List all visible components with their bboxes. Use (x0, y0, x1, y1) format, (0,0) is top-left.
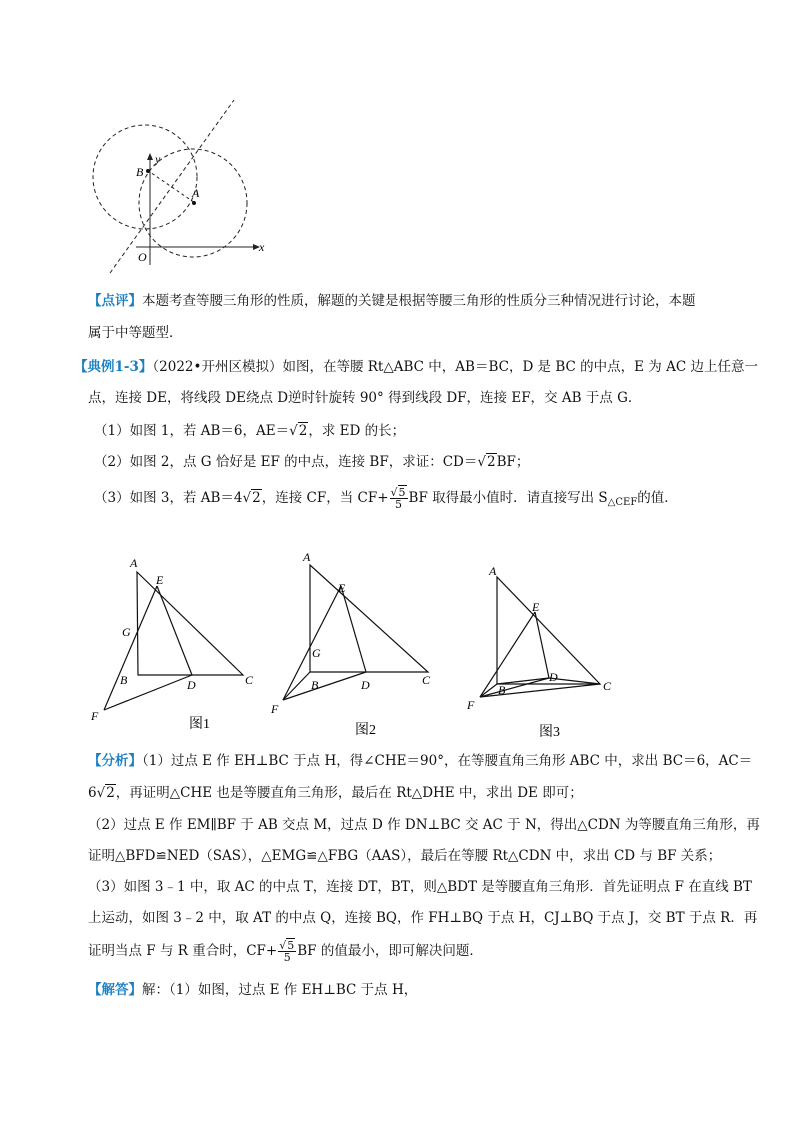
fig1-label-g: G (122, 625, 131, 639)
fig1-label-d: D (187, 678, 196, 692)
fig3-label-e: E (532, 600, 540, 614)
triangle-abc (137, 572, 243, 675)
fig3-label-d: D (549, 670, 558, 684)
analysis-line-6: 上运动，如图 3﹣2 中，取 AT 的中点 Q，连接 BQ，作 FH⊥BQ 于点 H，CJ⊥BQ 于点 J，交 BT 于点 R．再 (88, 910, 758, 926)
fraction-sqrt5-over-5: $\frac{√5}{5}$ (279, 939, 295, 964)
coordinate-figure (88, 95, 273, 280)
comment-text-1: 本题考查等腰三角形的性质，解题的关键是根据等腰三角形的性质分三种情况进行讨论，本题 (142, 293, 696, 309)
label-y: y (155, 152, 161, 166)
fig2-label-f: F (271, 702, 279, 716)
example-text-1: 如图，在等腰 Rt△ABC 中，AB＝BC，D 是 BC 的中点，E 为 AC 边上任意一 (282, 359, 758, 375)
question-3: （3）如图 3，若 AB＝4√2，连接 CF，当 CF+ $\frac{√5}{5}$ BF 取得最小值时．请直接写出 $S_{\triangle CEF}$的值． (94, 486, 678, 511)
analysis-tag: 【分析】 (88, 753, 142, 769)
comment-line-1 (88, 291, 696, 311)
label-b: B (136, 165, 144, 179)
analysis-line-2: 6√2，再证明△CHE 也是等腰直角三角形，最后在 Rt△DHE 中，求出 DE 即可； (88, 785, 583, 801)
segment-ed (157, 586, 192, 675)
fig3-caption: 图3 (539, 725, 560, 740)
example-line-2 (88, 388, 641, 408)
fig2-label-d: D (361, 678, 370, 692)
example-tag: 【典例1-3】 (74, 359, 153, 375)
analysis-line-3: （2）过点 E 作 EM∥BF 于 AB 交点 M，过点 D 作 DN⊥BC 交 AC 于 N，得出△CDN 为等腰直角三角形，再 (88, 817, 760, 833)
fig3-label-a: A (489, 564, 497, 578)
segment-ed (535, 612, 549, 678)
answer-line: 【解答】解：（1）如图，过点 E 作 EH⊥BC 于点 H， (88, 982, 418, 998)
fig1-label-b: B (120, 673, 128, 687)
fig2-caption: 图2 (355, 723, 376, 738)
fig1-caption: 图1 (189, 717, 210, 732)
fig1-label-f: F (91, 709, 99, 723)
segment-ed (341, 586, 366, 672)
comment-tag: 【点评】 (88, 293, 142, 309)
fig2-label-g: G (312, 646, 321, 660)
triangle-abc (497, 577, 600, 684)
fig2-label-b: B (311, 678, 319, 692)
point-b-dot (146, 169, 150, 173)
fig2-label-e: E (338, 581, 346, 595)
comment-line-2 (88, 323, 183, 343)
dashed-segment-ba (147, 170, 195, 203)
fig3-label-c: C (603, 679, 612, 693)
point-a-dot (192, 201, 196, 205)
y-axis-arrow (147, 153, 153, 160)
fig2-label-a: A (303, 550, 311, 564)
analysis-line-4: 证明△BFD≌NED（SAS），△EMG≌△FBG（AAS），最后在等腰 Rt△CDN 中，求出 CD 与 BF 关系； (88, 848, 722, 864)
figure-1 (85, 550, 265, 735)
figure-3 (460, 555, 625, 745)
triangle-abc (310, 565, 428, 672)
analysis-line-1: 【分析】（1）过点 E 作 EH⊥BC 于点 H，得∠CHE＝90°，在等腰直角三角形 ABC 中，求出 BC＝6，AC＝ (88, 753, 753, 769)
analysis-line-5: （3）如图 3﹣1 中，取 AC 的中点 T，连接 DT，BT，则△BDT 是等腰直角三角形．首先证明点 F 在直线 BT (88, 879, 752, 895)
label-o: O (138, 250, 147, 264)
label-a: A (192, 186, 200, 200)
label-x: x (259, 240, 265, 254)
fig1-label-c: C (245, 673, 254, 687)
comment-text-2: 属于中等题型． (88, 325, 183, 341)
fig3-label-b: B (498, 683, 506, 697)
example-source: （2022•开州区模拟） (152, 359, 283, 375)
fig2-label-c: C (422, 673, 431, 687)
fraction-sqrt5-over-5: $\frac{√5}{5}$ (390, 486, 406, 511)
question-2: （2）如图 2，点 G 恰好是 EF 的中点，连接 BF，求证：CD＝√2BF； (94, 454, 530, 470)
example-text-2: 点，连接 DE，将线段 DE绕点 D逆时针旋转 90° 得到线段 DF，连接 EF，交 AB 于点 G． (88, 390, 642, 406)
analysis-line-7: 证明当点 F 与 R 重合时，CF+ $\frac{√5}{5}$ BF 的值最小，即可解决问题． (88, 939, 483, 964)
answer-tag: 【解答】 (88, 982, 142, 998)
fig1-label-a: A (130, 556, 138, 570)
figure-2 (265, 545, 445, 740)
segment-fe (104, 586, 157, 710)
example-line-1 (74, 357, 758, 377)
fig1-label-e: E (156, 573, 164, 587)
fig3-label-f: F (467, 698, 475, 712)
dashed-circle-b (93, 125, 197, 229)
question-1: （1）如图 1，若 AB＝6，AE＝√2，求 ED 的长； (94, 423, 406, 439)
